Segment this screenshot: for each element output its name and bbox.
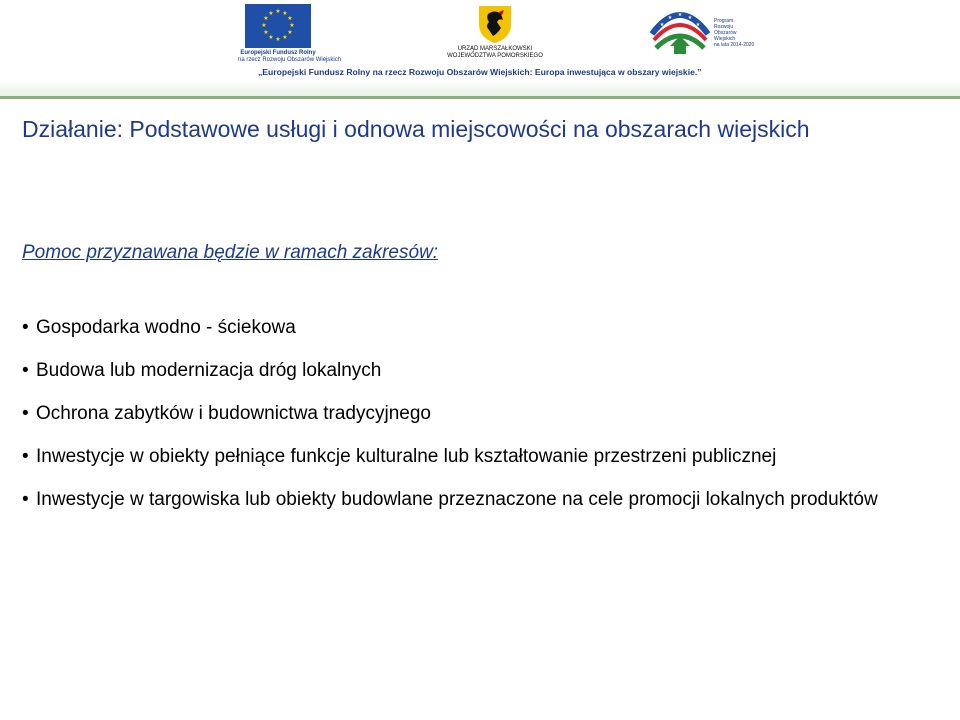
list-item-text: Ochrona zabytków i budownictwa tradycyjnego <box>36 403 431 424</box>
scope-list <box>22 306 922 521</box>
svg-text:★: ★ <box>261 22 267 29</box>
bullet-icon: • <box>22 403 29 424</box>
list-item <box>22 478 922 521</box>
svg-text:★: ★ <box>275 36 281 43</box>
slide-subtitle: Pomoc przyznawana będzie w ramach zakresów: <box>22 242 439 263</box>
svg-text:★: ★ <box>695 22 701 28</box>
header <box>0 0 960 100</box>
pomorskie-logo <box>440 4 550 60</box>
header-tagline: „Europejski Fundusz Rolny na rzecz Rozwoju Obszarów Wiejskich: Europa inwestująca w obszary wiejskie.” <box>258 67 702 77</box>
bullet-icon: • <box>22 317 29 338</box>
svg-text:★: ★ <box>659 22 665 28</box>
eu-logo-line1: Europejski Fundusz Rolny <box>240 50 316 56</box>
list-item <box>22 392 922 435</box>
svg-text:★: ★ <box>677 12 683 18</box>
eu-logo <box>238 4 342 64</box>
svg-text:★: ★ <box>289 22 295 29</box>
eu-flag-icon <box>245 4 311 48</box>
svg-text:★: ★ <box>263 29 269 36</box>
svg-text:★: ★ <box>282 10 288 17</box>
bullet-icon: • <box>22 360 29 381</box>
bullet-icon: • <box>22 446 29 467</box>
header-divider <box>0 96 960 99</box>
svg-text:★: ★ <box>287 29 293 36</box>
list-item <box>22 349 922 392</box>
prow-emblem-icon <box>648 4 712 58</box>
prow-logo-text: Program Rozwoju Obszarów Wiejskich na lata 2014-2020 <box>714 18 755 48</box>
svg-text:★: ★ <box>268 34 274 41</box>
list-item-text: Inwestycje w obiekty pełniące funkcje kulturalne lub kształtowanie przestrzeni publicznej <box>36 446 777 467</box>
svg-text:★: ★ <box>268 10 274 17</box>
list-item <box>22 306 922 349</box>
list-item <box>22 435 922 478</box>
list-item-text: Inwestycje w targowiska lub obiekty budowlane przeznaczone na cele promocji lokalnych produktów <box>36 489 878 510</box>
slide-title: Działanie: Podstawowe usługi i odnowa miejscowości na obszarach wiejskich <box>22 116 810 142</box>
list-item-text: Budowa lub modernizacja dróg lokalnych <box>36 360 382 381</box>
svg-text:★: ★ <box>275 8 281 15</box>
griffin-coat-of-arms-icon <box>475 4 515 44</box>
svg-text:★: ★ <box>287 15 293 22</box>
svg-text:★: ★ <box>282 34 288 41</box>
prow-logo <box>648 4 758 58</box>
svg-text:★: ★ <box>667 15 673 21</box>
svg-text:★: ★ <box>687 15 693 21</box>
svg-text:★: ★ <box>263 15 269 22</box>
bullet-icon: • <box>22 489 29 510</box>
pomorskie-logo-line1: URZĄD MARSZAŁKOWSKI <box>457 46 533 52</box>
list-item-text: Gospodarka wodno - ściekowa <box>36 317 296 338</box>
pomorskie-logo-line2: WOJEWÓDZTWA POMORSKIEGO <box>447 53 543 59</box>
eu-logo-line2: na rzecz Rozwoju Obszarów Wiejskich <box>238 57 342 63</box>
